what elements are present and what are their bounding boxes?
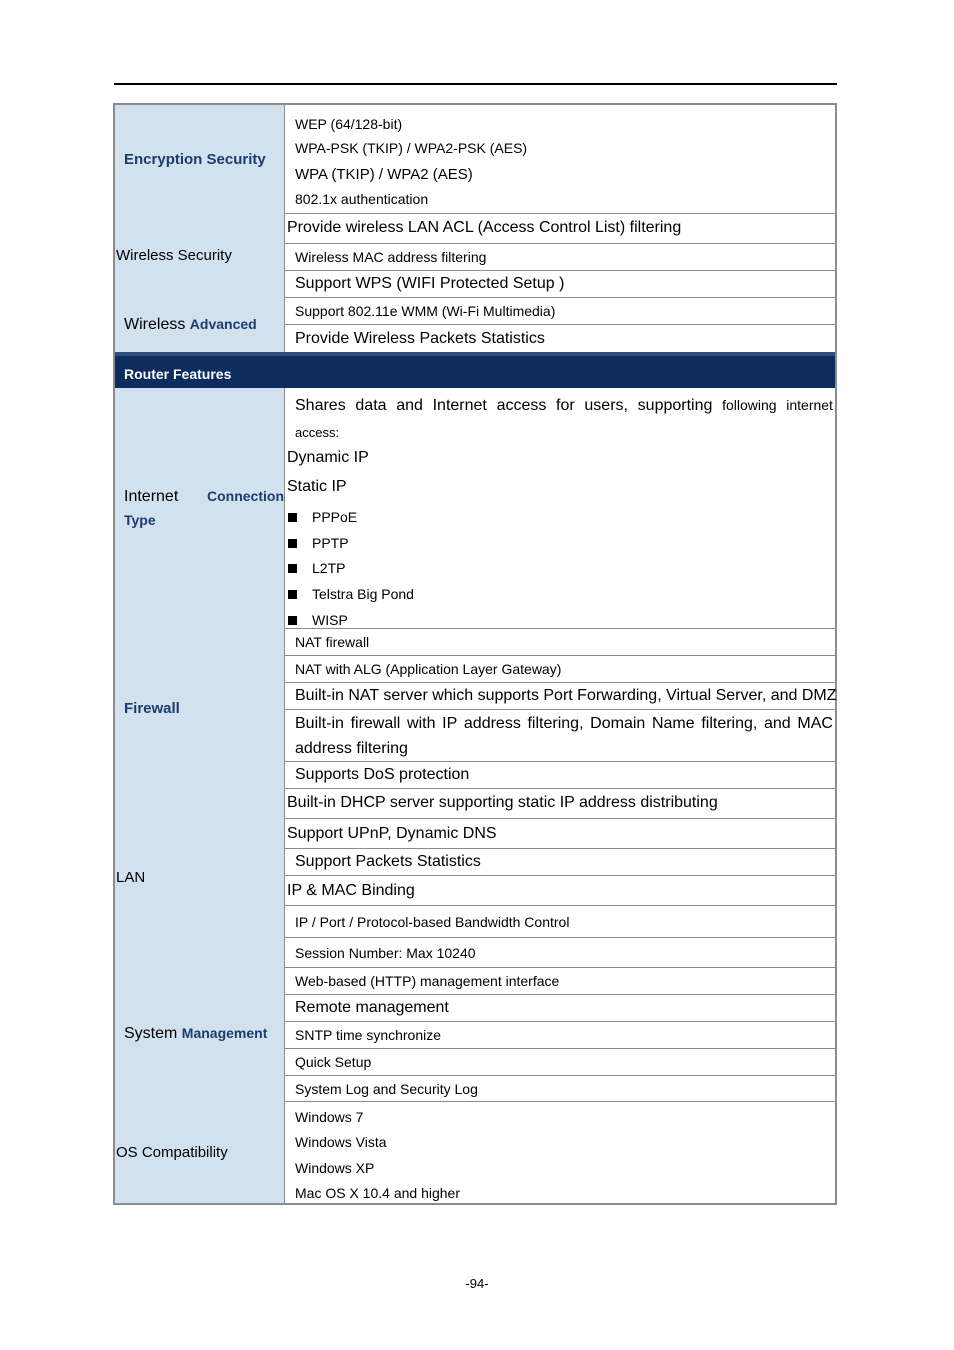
row-wireless-advanced bbox=[115, 297, 835, 352]
value-text: Provide Wireless Packets Statistics bbox=[295, 329, 545, 347]
value-text: System Log and Security Log bbox=[295, 1080, 478, 1097]
bullet-item: Telstra Big Pond bbox=[285, 581, 835, 607]
row-label: Wireless Security bbox=[116, 246, 232, 264]
bullet-item: PPPoE bbox=[285, 504, 835, 530]
label-cell bbox=[115, 105, 285, 213]
value-cell bbox=[285, 1101, 835, 1203]
firewall-filter-cell bbox=[285, 709, 835, 761]
label-cell bbox=[115, 1101, 285, 1203]
value-text: Provide wireless LAN ACL (Access Control List) filtering bbox=[287, 219, 682, 236]
value-text: Session Number: Max 10240 bbox=[295, 944, 476, 961]
value-text: 802.1x authentication bbox=[295, 191, 429, 207]
bullet-item: L2TP bbox=[285, 555, 835, 581]
row-label: Internet Connection Type bbox=[124, 488, 284, 528]
label-cell bbox=[115, 788, 285, 967]
internet-intro: Shares data and Internet access for users, supporting following internet bbox=[295, 397, 833, 414]
value-cell bbox=[285, 297, 835, 352]
square-bullet-icon bbox=[288, 539, 297, 548]
label-cell bbox=[115, 388, 285, 628]
value-cell bbox=[285, 788, 835, 967]
square-bullet-icon bbox=[288, 564, 297, 573]
value-text: Remote management bbox=[295, 999, 449, 1016]
value-text: Supports DoS protection bbox=[295, 766, 470, 783]
square-bullet-icon bbox=[288, 616, 297, 625]
row-os-compatibility bbox=[115, 1101, 835, 1203]
value-text: Support UPnP, Dynamic DNS bbox=[287, 824, 497, 842]
row-encryption-security bbox=[115, 105, 835, 213]
value-text: Built-in DHCP server supporting static IP address distributing bbox=[287, 794, 718, 811]
value-text: Windows XP bbox=[295, 1160, 375, 1176]
label-cell bbox=[115, 213, 285, 297]
row-wireless-security bbox=[115, 213, 835, 297]
value-text: IP / Port / Protocol-based Bandwidth Control bbox=[295, 913, 570, 930]
row-system-management bbox=[115, 967, 835, 1101]
value-text: Dynamic IP bbox=[287, 449, 369, 466]
value-text: IP & MAC Binding bbox=[287, 881, 415, 899]
section-header-label: Router Features bbox=[124, 366, 232, 382]
bullet-item: PPTP bbox=[285, 530, 835, 556]
row-label: Firewall bbox=[124, 699, 180, 717]
value-cell bbox=[285, 213, 835, 297]
value-cell bbox=[285, 105, 835, 213]
value-cell bbox=[285, 967, 835, 1101]
value-text: WEP (64/128-bit) bbox=[295, 116, 403, 132]
value-text: address filtering bbox=[295, 740, 408, 757]
value-text: Static IP bbox=[287, 478, 347, 495]
value-text: Windows 7 bbox=[295, 1109, 364, 1125]
value-text: access: bbox=[295, 424, 340, 440]
value-text: Web-based (HTTP) management interface bbox=[295, 972, 560, 989]
firewall-filter-text: Built-in firewall with IP address filtering, Domain Name filtering, and MAC bbox=[295, 715, 833, 732]
value-text: NAT firewall bbox=[295, 633, 370, 650]
value-cell bbox=[285, 628, 835, 788]
section-header-router-features bbox=[115, 352, 835, 388]
header-rule bbox=[114, 83, 837, 85]
value-text: Built-in NAT server which supports Port Forwarding, Virtual Server, and DMZ bbox=[295, 687, 837, 704]
spec-table bbox=[113, 103, 837, 1205]
page-number: -94- bbox=[465, 1276, 489, 1291]
value-text: Support WPS (WIFI Protected Setup ) bbox=[295, 275, 565, 292]
row-label: LAN bbox=[116, 869, 146, 886]
label-cell bbox=[115, 967, 285, 1101]
label-cell bbox=[115, 628, 285, 788]
value-text: WPA (TKIP) / WPA2 (AES) bbox=[295, 165, 473, 183]
value-text: SNTP time synchronize bbox=[295, 1027, 442, 1043]
square-bullet-icon bbox=[288, 513, 297, 522]
value-text: NAT with ALG (Application Layer Gateway) bbox=[295, 661, 562, 677]
row-lan bbox=[115, 788, 835, 967]
value-text: Quick Setup bbox=[295, 1054, 372, 1070]
value-cell bbox=[285, 388, 835, 628]
value-text: Windows Vista bbox=[295, 1134, 387, 1150]
row-label: Encryption Security bbox=[124, 150, 266, 168]
square-bullet-icon bbox=[288, 590, 297, 599]
value-text: Support Packets Statistics bbox=[295, 853, 481, 870]
bullet-item: WISP bbox=[285, 607, 835, 633]
row-internet-connection-type bbox=[115, 388, 835, 628]
value-text: Wireless MAC address filtering bbox=[295, 249, 487, 265]
value-text: Support 802.11e WMM (Wi-Fi Multimedia) bbox=[295, 302, 556, 319]
row-label: System Management bbox=[124, 1025, 268, 1042]
row-label: Wireless Advanced bbox=[124, 315, 257, 333]
value-text: Mac OS X 10.4 and higher bbox=[295, 1185, 460, 1201]
label-cell bbox=[115, 297, 285, 352]
value-text: WPA-PSK (TKIP) / WPA2-PSK (AES) bbox=[295, 140, 528, 156]
row-label: OS Compatibility bbox=[116, 1143, 228, 1161]
row-firewall bbox=[115, 628, 835, 788]
